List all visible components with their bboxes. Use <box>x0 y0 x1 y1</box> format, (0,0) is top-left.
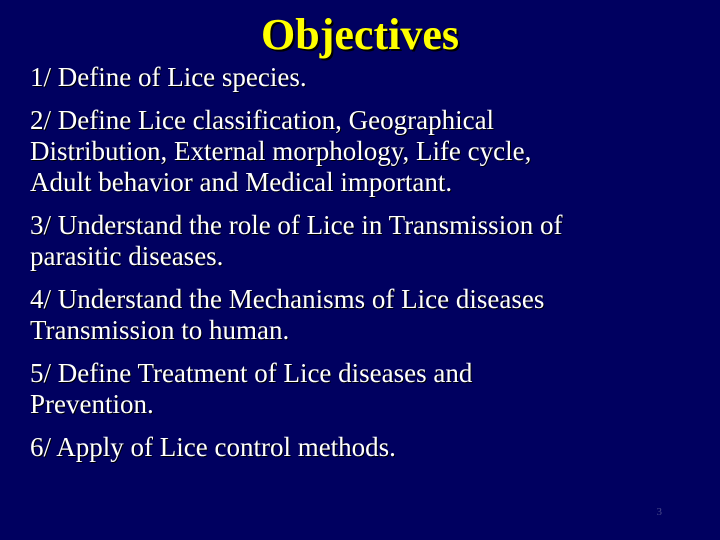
objective-item: 2/ Define Lice classification, Geographical Distribution, External morphology, Life cycle, Adult behavior and Medical important. <box>30 105 532 197</box>
objective-item: 4/ Understand the Mechanisms of Lice diseases Transmission to human. <box>30 284 545 345</box>
slide-title: Objectives <box>261 10 459 59</box>
objectives-list <box>30 62 700 475</box>
objective-item: 3/ Understand the role of Lice in Transmission of parasitic diseases. <box>30 210 563 271</box>
objective-item: 6/ Apply of Lice control methods. <box>30 432 396 462</box>
objective-item: 1/ Define of Lice species. <box>30 62 307 92</box>
slide-number: 3 <box>656 506 662 518</box>
objective-item: 5/ Define Treatment of Lice diseases and Prevention. <box>30 358 473 419</box>
